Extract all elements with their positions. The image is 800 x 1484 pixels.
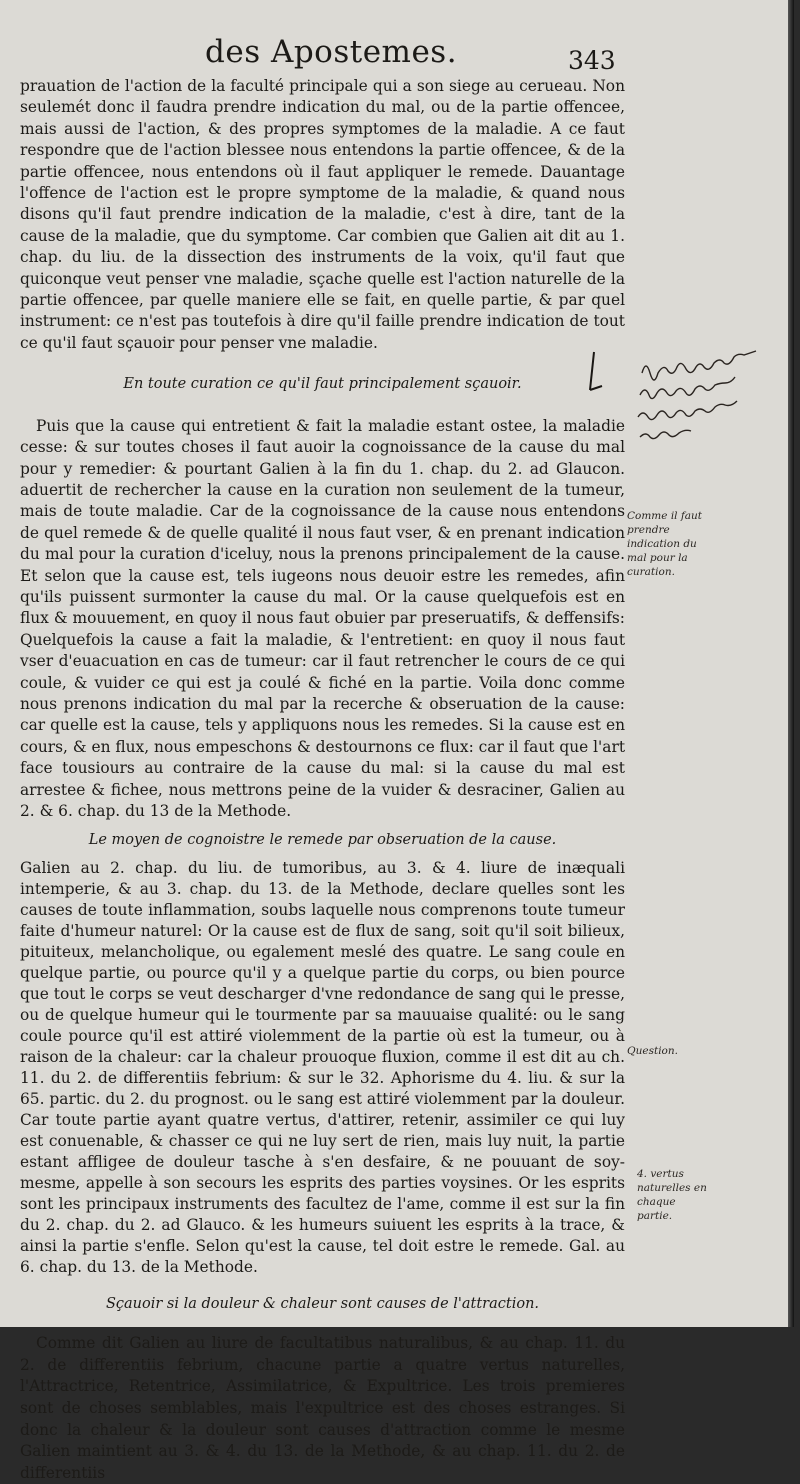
main-text-block [20,76,625,1484]
page-number: 343 [568,46,616,75]
paragraph-section-3: Comme dit Galien au liure de facultatibus naturalibus, & au chap. 11. du 2. de differentiis febrium, chacune partie a quatre vertus naturelles, l'Attractrice, Retentrice, Assimilatrice, & Expultrice. Les trois premieres sont de choses semblables, mais l'expultrice est des choses estranges. Si donc la chaleur & la douleur sont causes d'attraction comme le mesme Galien maintient au 3. & 4. du 13. de la Methode, & au chap. 11. du 2. de differentiis [20,1334,625,1482]
paragraph-section-2: Galien au 2. chap. du liu. de tumoribus, au 3. & 4. liure de inæquali intemperie, & au 3. chap. du 13. de la Methode, declare quelles sont les causes de toute inflammation, soubs laquelle nous comprenons toute tumeur faite d'humeur naturel: Or la cause est de flux de sang, soit qu'il soit bilieux, pituiteux, melancholique, ou egalement meslé des quatre. Le sang coule en quelque partie, ou pource qu'il y a quelque partie du corps, ou bien pource que tout le corps se veut descharger d'vne redondance de sang qui le presse, ou de quelque humeur qui le tourmente par sa mauuaise qualité: ou le sang coule pource qu'il est attiré violemment de la partie où est la tumeur, ou à raison de la chaleur: car la chaleur prouoque fluxion, comme il est dit au ch. 11. du 2. de differentiis febrium: & sur le 32. Aphorisme du 4. liu. & sur la 65. partic. du 2. du prognost. ou le sang est attiré violemment par la douleur. Car toute partie ayant quatre vertus, d'attirer, retenir, assimiler ce qui luy est conuenable, & chasser ce qui ne luy sert de rien, mais luy nuit, la partie estant affligee de douleur tasche à s'en desfaire, & ne pouuant de soy-mesme, appelle à son secours les esprits des parties voysines. Or les esprits sont les principaux instruments des facultez de l'ame, comme il est sur la fin du 2. chap. du 2. ad Glauco. & les humeurs suiuent les esprits à la trace, & ainsi la partie s'enfle. Selon qu'est la cause, tel doit estre le remede. Gal. au 6. chap. du 13. de la Methode. [20,858,625,1276]
running-title: des Apostemes. [205,34,458,70]
paragraph-intro: prauation de l'action de la faculté principale qui a son siege au cerueau. Non seulemét donc il faudra prendre indication du mal, ou de la partie offencee, mais aussi de l'action, & des propres symptomes de la maladie. A ce faut respondre que de l'action blessee nous entendons la partie offencee, & de la partie offencee, nous entendons où il faut appliquer le remede. Dauantage l'offence de l'action est le propre symptome de la maladie, & quand nous disons qu'il faut prendre indication de la maladie, c'est à dire, tant de la cause de la maladie, que du symptome. Car combien que Galien ait dit au 1. chap. du liu. de la dissection des instruments de la voix, qu'il faut que quiconque veut penser vne maladie, sçache quelle est l'action naturelle de la partie offencee, par quelle maniere elle se fait, en quelle partie, & par quel instrument: ce n'est pas toutefois à dire qu'il faille prendre indication de tout ce qu'il faut sçauoir pour penser vne maladie. [20,77,625,352]
section-heading-3: Sçauoir si la douleur & chaleur sont causes de l'attraction. [105,1295,540,1312]
paragraph-section-1: Puis que la cause qui entretient & fait la maladie estant ostee, la maladie cesse: & sur toutes choses il faut auoir la cognoissance de la cause du mal pour y remedier: & pourtant Galien à la fin du 1. chap. du 2. ad Glaucon. aduertit de rechercher la cause en la curation non seulement de la tumeur, mais de toute maladie. Car de la cognoissance de la cause nous entendons de quel remede & de quelle qualité il nous faut vser, & en prenant indication du mal pour la curation d'iceluy, nous la prenons principalement de la cause. Et selon que la cause est, tels iugeons nous deuoir estre les remedes, afin qu'ils puissent surmonter la cause du mal. Or la cause quelquefois est en flux & mouuement, en quoy il nous faut obuier par preseruatifs, & deffensifs: Quelquefois la cause a fait la maladie, & l'entretient: en quoy il nous faut vser d'euacuation en cas de tumeur: car il faut retrencher le cours de ce qui coule, & vuider ce qui est ja coulé & fiché en la partie. Voila donc comme nous prenons indication du mal par la recerche & obseruation de la cause: car quelle est la cause, tels y appliquons nous les remedes. Si la cause est en cours, & en flux, nous empeschons & destournons ce flux: car il faut que l'art face tousiours au contraire de la cause du mal: si la cause du mal est arrestee & fichee, nous mettrons peine de la vuider & desraciner, Galien au 2. & 6. chap. du 13 de la Methode. [20,416,625,820]
page-header [0,34,794,74]
ink-bracket-mark [580,350,604,410]
section-heading-1: En toute curation ce qu'il faut principalement sçauoir. [123,376,522,393]
margin-note-question: Question. [627,1045,678,1057]
margin-note-indication: Comme il faut prendre indication du mal pour la curation. [627,510,703,578]
margin-note-vertus: 4. vertus naturelles en chaque partie. [637,1168,707,1222]
section-heading-2: Le moyen de cognoistre le remede par obseruation de la cause. [88,832,557,849]
handwritten-annotation [636,355,796,445]
page-edge-shadow [788,0,794,1327]
